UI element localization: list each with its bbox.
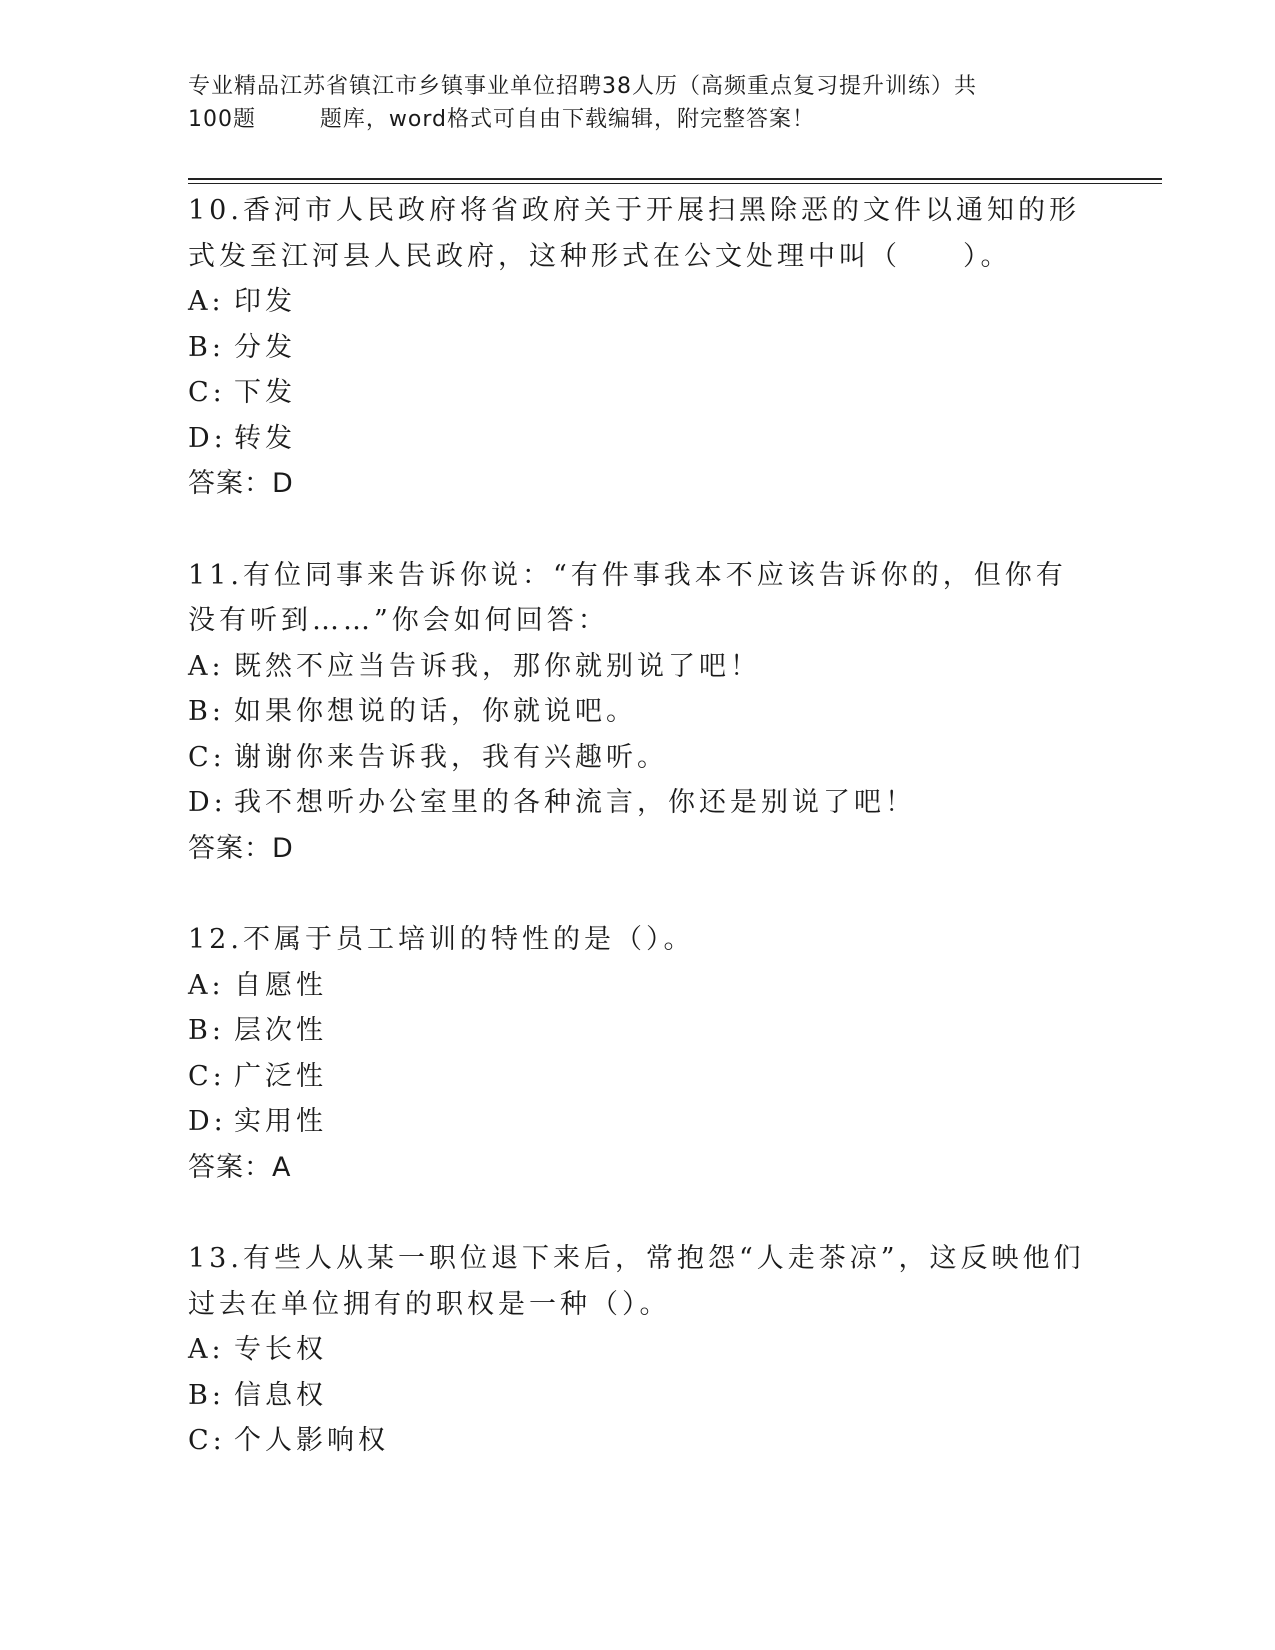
option-key: A: (188, 650, 225, 682)
header-title-line-1: 专业精品江苏省镇江市乡镇事业单位招聘38人历（高频重点复习提升训练）共 (188, 74, 977, 99)
option-key: D: (188, 1106, 227, 1137)
option-key: A: (188, 1334, 225, 1365)
answer-line: 答案：D (188, 832, 294, 864)
option-key: C: (188, 1425, 226, 1456)
question-list (188, 188, 1088, 1510)
option-text: 转发 (234, 422, 296, 454)
option-text: 信息权 (234, 1379, 327, 1411)
option-text: 如果你想说的话，你就说吧。 (234, 696, 637, 727)
option-c (188, 735, 1088, 781)
question-13 (188, 1236, 1088, 1464)
question-10 (188, 188, 1088, 507)
option-text: 广泛性 (234, 1060, 327, 1092)
option-b (188, 689, 1088, 735)
option-d (188, 1099, 1088, 1145)
option-key: B: (188, 696, 225, 727)
question-11 (188, 553, 1088, 872)
option-text: 下发 (234, 377, 296, 408)
question-text: 12.不属于员工培训的特性的是（）。 (188, 924, 695, 955)
option-a (188, 1327, 1088, 1373)
option-a (188, 279, 1088, 325)
option-text: 个人影响权 (234, 1425, 389, 1456)
answer-line: 答案：A (188, 1151, 292, 1183)
question-12 (188, 917, 1088, 1190)
option-key: B: (188, 331, 225, 363)
option-c (188, 1418, 1088, 1464)
answer-line: 答案：D (188, 468, 294, 499)
header-divider-thin (188, 183, 1162, 184)
option-key: A: (188, 286, 225, 317)
question-text: 10.香河市人民政府将省政府关于开展扫黑除恶的文件以通知的形式发至江河县人民政府，这种形式在公文处理中叫（ ）。 (188, 195, 1080, 272)
option-text: 我不想听办公室里的各种流言，你还是别说了吧！ (234, 787, 916, 818)
option-text: 谢谢你来告诉我，我有兴趣听。 (234, 741, 668, 773)
option-a (188, 963, 1088, 1009)
option-c (188, 1054, 1088, 1100)
question-text: 11.有位同事来告诉你说：“有件事我本不应该告诉你的，但你有没有听到……”你会如何回答： (188, 559, 1067, 636)
option-a (188, 644, 1088, 690)
option-key: A: (188, 969, 225, 1001)
option-d (188, 780, 1088, 826)
question-text: 13.有些人从某一职位退下来后，常抱怨“人走茶凉”，这反映他们过去在单位拥有的职权是一种（）。 (188, 1243, 1085, 1320)
option-b (188, 325, 1088, 371)
option-text: 印发 (234, 286, 296, 317)
option-key: B: (188, 1379, 225, 1411)
option-c (188, 370, 1088, 416)
option-key: C: (188, 377, 226, 408)
option-d (188, 416, 1088, 462)
document-header (188, 70, 1088, 136)
header-divider-thick (188, 178, 1162, 180)
option-text: 既然不应当告诉我，那你就别说了吧！ (234, 650, 761, 682)
option-text: 自愿性 (234, 969, 327, 1001)
option-key: D: (188, 787, 227, 818)
option-text: 分发 (234, 331, 296, 363)
option-b (188, 1008, 1088, 1054)
option-key: C: (188, 1060, 226, 1092)
option-text: 专长权 (234, 1334, 327, 1365)
option-key: B: (188, 1015, 225, 1046)
option-b (188, 1373, 1088, 1419)
option-text: 实用性 (234, 1106, 327, 1137)
option-text: 层次性 (234, 1015, 327, 1046)
option-key: C: (188, 741, 226, 773)
header-title-line-2: 100题 题库，word格式可自由下载编辑，附完整答案！ (188, 107, 816, 132)
option-key: D: (188, 422, 227, 454)
